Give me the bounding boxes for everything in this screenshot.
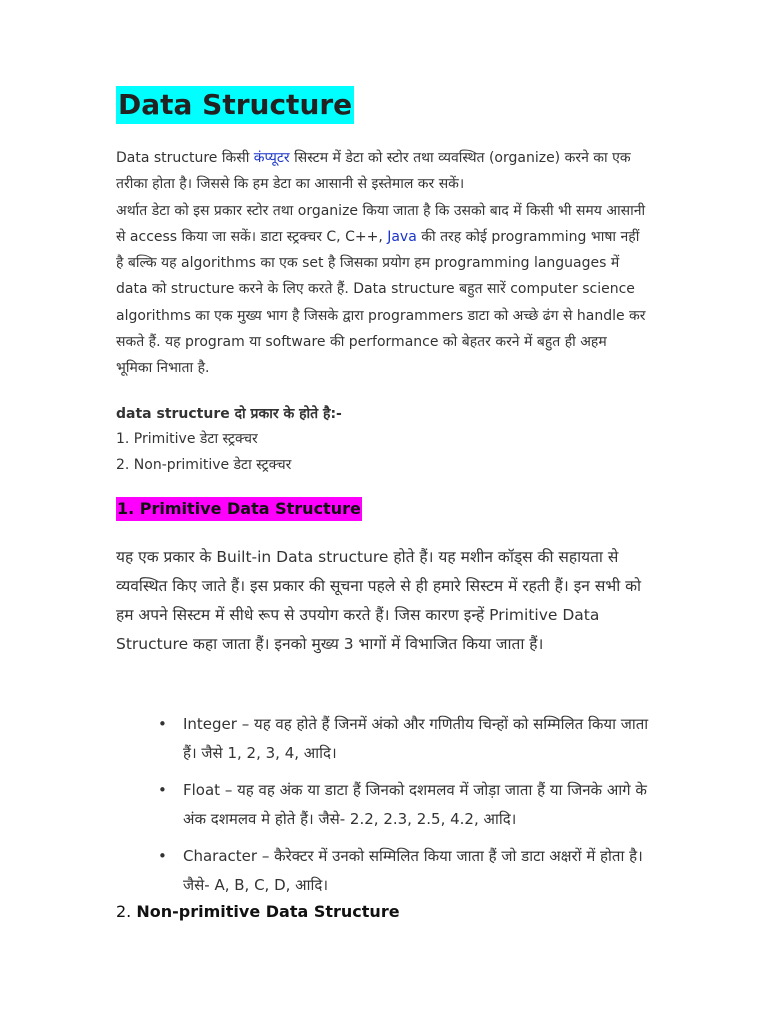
section1-body: यह एक प्रकार के Built-in Data structure होते हैं। यह मशीन कॉड्स की सहायता से व्यवस्थित किए जाते हैं। इस प्रकार की सूचना पहले से ही हमारे सिस्टम में रहती हैं। इन सभी को हम अपने सिस्टम में सीधे रूप से उपयोग करते हैं। जिस कारण इन्हें Primitive Data Structure कहा जाता हैं। इनको मुख्य 3 भागों में विभाजित किया जाता हैं। [116,548,642,653]
intro-p2-text-a: अर्थात डेटा को इस प्रकार स्टोर तथा organize किया जाता है कि उसको बाद में किसी भी समय आसानी से access किया जा सकें। डाटा स्ट्रक्चर C, C++, [116,202,646,245]
intro-text [116,145,646,382]
section2-heading [116,900,400,924]
section1-heading: 1. Primitive Data Structure [116,497,362,521]
list-item-text: Integer – यह वह होते हैं जिनमें अंको और गणितीय चिन्हों को सम्मिलित किया जाता हैं। जैसे 1, 2, 3, 4, आदि। [183,715,649,762]
java-link[interactable]: Java [387,228,417,245]
section2-number: 2. [116,902,132,921]
bullet-icon: • [158,781,167,799]
types-item: 2. Non-primitive डेटा स्ट्रक्चर [116,457,292,473]
types-list [116,426,291,478]
intro-p2-text-b: की तरह कोई programming भाषा नहीं है बल्कि यह algorithms का एक set है जिसका प्रयोग हम programming languages में data को structure करने के लिए करते हैं. Data structure बहुत सारें computer science algorithms का एक मुख्य भाग है जिसके द्वारा programmers डाटा को अच्छे ढंग से handle कर सकते हैं. यह program या software की performance को बेहतर करने में बहुत ही अहम भूमिका निभाता है. [116,228,646,377]
list-item [158,710,658,768]
computer-link[interactable]: कंप्यूटर [253,150,290,166]
page-title: Data Structure [116,86,354,124]
list-item-text: Character – कैरेक्टर में उनको सम्मिलित किया जाता हैं जो डाटा अक्षरों में होता है। जैसे- A, B, C, D, आदि। [183,847,643,894]
list-item-text: Float – यह वह अंक या डाटा हैं जिनको दशमलव में जोड़ा जाता हैं या जिनके आगे के अंक दशमलव मे होते हैं। जैसे- 2.2, 2.3, 2.5, 4.2, आदि। [183,781,647,828]
list-item [158,842,658,900]
intro-p1-text-a: Data structure किसी [116,150,254,166]
list-item [158,776,658,834]
types-item: 1. Primitive डेटा स्ट्रक्चर [116,431,258,447]
primitive-types-list [158,710,658,908]
bullet-icon: • [158,715,167,733]
bullet-icon: • [158,847,167,865]
types-heading: data structure दो प्रकार के होते है:- [116,406,342,422]
intro-p1-text-b: सिस्टम में डेटा को स्टोर तथा व्यवस्थित (organize) करने का एक तरीका होता है। जिससे कि हम डेटा का आसानी से इस्तेमाल कर सकें। [116,150,631,193]
section2-title: Non-primitive Data Structure [136,902,400,921]
